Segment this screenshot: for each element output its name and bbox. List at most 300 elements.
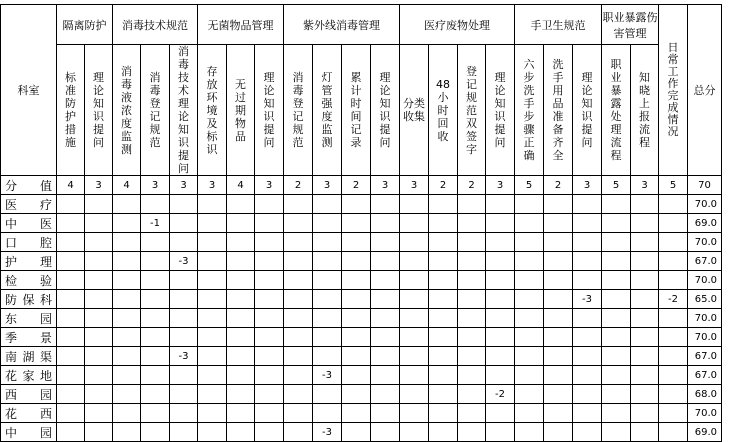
score-cell [659, 214, 688, 233]
group-header: 手卫生规范 [515, 5, 602, 45]
score-cell [113, 404, 141, 423]
score-cell [227, 385, 255, 404]
score-cell: -3 [170, 347, 198, 366]
score-cell [255, 271, 284, 290]
score-cell [602, 404, 631, 423]
score-cell [429, 347, 458, 366]
score-cell [85, 328, 113, 347]
score-cell [400, 252, 429, 271]
total-cell: 70.0 [688, 195, 722, 214]
score-cell [371, 290, 400, 309]
total-header: 总分 [688, 5, 722, 176]
score-cell [659, 404, 688, 423]
sub-header: 分类收集 [400, 45, 429, 176]
score-cell: 3 [255, 176, 284, 195]
score-cell [573, 271, 602, 290]
score-cell [400, 271, 429, 290]
score-cell [544, 366, 573, 385]
score-cell: -3 [313, 366, 342, 385]
score-cell [659, 195, 688, 214]
score-cell [57, 195, 85, 214]
score-cell [486, 290, 515, 309]
score-cell [342, 233, 371, 252]
score-cell [458, 214, 486, 233]
score-cell [85, 233, 113, 252]
score-cell [429, 214, 458, 233]
score-cell [85, 366, 113, 385]
score-cell [57, 404, 85, 423]
score-cell [85, 271, 113, 290]
score-cell [458, 404, 486, 423]
score-cell [400, 309, 429, 328]
score-cell [113, 328, 141, 347]
score-cell [255, 233, 284, 252]
score-cell [544, 404, 573, 423]
score-cell: 3 [170, 176, 198, 195]
group-header: 隔离防护 [57, 5, 113, 45]
score-cell [486, 328, 515, 347]
score-cell [631, 366, 659, 385]
dept-cell: 花西 [1, 404, 57, 423]
dept-cell: 南湖渠 [1, 347, 57, 366]
score-cell: 4 [227, 176, 255, 195]
sub-header: 理论知识提问 [85, 45, 113, 176]
score-cell [515, 214, 544, 233]
dept-header: 科室 [1, 5, 57, 176]
score-cell [141, 423, 170, 442]
score-cell [458, 385, 486, 404]
total-cell: 67.0 [688, 347, 722, 366]
score-cell [631, 252, 659, 271]
score-cell [602, 423, 631, 442]
total-cell: 67.0 [688, 252, 722, 271]
score-cell [458, 290, 486, 309]
score-cell [486, 347, 515, 366]
score-cell [227, 290, 255, 309]
score-cell [631, 423, 659, 442]
group-header: 职业暴露伤害管理 [602, 5, 659, 45]
score-cell [227, 309, 255, 328]
score-cell [57, 271, 85, 290]
score-cell [284, 309, 313, 328]
score-cell [85, 214, 113, 233]
score-cell [284, 195, 313, 214]
score-cell [227, 328, 255, 347]
sub-header: 标准防护措施 [57, 45, 85, 176]
score-cell [486, 271, 515, 290]
score-cell: 3 [573, 176, 602, 195]
score-cell [371, 233, 400, 252]
score-cell [113, 290, 141, 309]
score-cell: -3 [573, 290, 602, 309]
score-cell [458, 233, 486, 252]
score-cell [313, 328, 342, 347]
score-cell [602, 385, 631, 404]
score-cell [284, 252, 313, 271]
total-cell: 70.0 [688, 309, 722, 328]
score-cell [113, 347, 141, 366]
score-cell [198, 366, 227, 385]
score-cell [371, 252, 400, 271]
score-cell [429, 290, 458, 309]
sub-header: 48小时回收 [429, 45, 458, 176]
total-cell: 69.0 [688, 423, 722, 442]
score-cell: 3 [198, 176, 227, 195]
score-cell [170, 366, 198, 385]
score-cell [141, 195, 170, 214]
score-cell [342, 328, 371, 347]
score-cell [486, 252, 515, 271]
score-cell [659, 252, 688, 271]
score-cell [255, 214, 284, 233]
score-cell [573, 233, 602, 252]
score-cell [515, 252, 544, 271]
score-cell [113, 423, 141, 442]
score-cell: -3 [313, 423, 342, 442]
score-cell [573, 385, 602, 404]
score-cell [371, 271, 400, 290]
score-cell [371, 347, 400, 366]
score-cell [85, 252, 113, 271]
score-cell [544, 385, 573, 404]
score-cell [631, 271, 659, 290]
score-cell [631, 214, 659, 233]
score-cell [371, 328, 400, 347]
score-cell [342, 366, 371, 385]
score-cell [198, 328, 227, 347]
score-cell [486, 309, 515, 328]
score-cell [544, 328, 573, 347]
score-cell [429, 328, 458, 347]
score-cell [170, 290, 198, 309]
table-row [1, 252, 722, 271]
score-cell [141, 328, 170, 347]
score-cell [515, 195, 544, 214]
score-cell [602, 271, 631, 290]
table-row [1, 195, 722, 214]
score-cell [57, 347, 85, 366]
score-cell [284, 385, 313, 404]
score-cell [371, 214, 400, 233]
score-cell [400, 328, 429, 347]
score-cell [113, 385, 141, 404]
dept-cell: 西园 [1, 385, 57, 404]
score-cell [313, 252, 342, 271]
dept-cell: 防保科 [1, 290, 57, 309]
total-cell: 70 [688, 176, 722, 195]
score-cell: 2 [458, 176, 486, 195]
sub-header: 消毒液浓度监测 [113, 45, 141, 176]
score-cell [544, 271, 573, 290]
sub-header: 理论知识提问 [573, 45, 602, 176]
score-cell [227, 195, 255, 214]
score-cell [429, 233, 458, 252]
score-cell [85, 195, 113, 214]
score-cell [57, 309, 85, 328]
score-cell [515, 309, 544, 328]
score-cell [57, 385, 85, 404]
score-cell [573, 309, 602, 328]
table-row [1, 404, 722, 423]
table-row [1, 271, 722, 290]
score-cell [284, 271, 313, 290]
score-cell [544, 195, 573, 214]
total-cell: 65.0 [688, 290, 722, 309]
score-cell [85, 385, 113, 404]
score-cell: 5 [602, 176, 631, 195]
score-cell [400, 195, 429, 214]
score-cell [515, 347, 544, 366]
score-cell [255, 423, 284, 442]
score-cell [544, 309, 573, 328]
dept-cell: 检验 [1, 271, 57, 290]
score-cell [573, 366, 602, 385]
dept-cell: 医疗 [1, 195, 57, 214]
score-cell [371, 309, 400, 328]
score-cell [255, 252, 284, 271]
score-cell [141, 385, 170, 404]
score-table [0, 4, 722, 442]
score-cell [400, 290, 429, 309]
score-cell [198, 271, 227, 290]
score-cell [141, 366, 170, 385]
score-cell [458, 423, 486, 442]
score-row [1, 176, 722, 195]
score-cell [631, 309, 659, 328]
sub-header: 理论知识提问 [371, 45, 400, 176]
score-cell [429, 309, 458, 328]
score-cell [602, 309, 631, 328]
dept-cell: 分值 [1, 176, 57, 195]
score-cell [659, 423, 688, 442]
dept-cell: 中园 [1, 423, 57, 442]
score-cell [659, 271, 688, 290]
sub-header: 消毒登记规范 [284, 45, 313, 176]
score-cell [342, 423, 371, 442]
dept-cell: 口腔 [1, 233, 57, 252]
score-cell: 2 [429, 176, 458, 195]
score-cell: 3 [141, 176, 170, 195]
sub-header: 洗手用品准备齐全 [544, 45, 573, 176]
sub-header: 消毒技术理论知识提问 [170, 45, 198, 176]
score-cell [198, 347, 227, 366]
score-cell [227, 404, 255, 423]
table-row [1, 309, 722, 328]
score-cell [227, 271, 255, 290]
score-cell [57, 366, 85, 385]
total-cell: 70.0 [688, 404, 722, 423]
score-cell [458, 309, 486, 328]
score-cell [227, 347, 255, 366]
table-row [1, 233, 722, 252]
score-cell [400, 385, 429, 404]
score-cell [170, 214, 198, 233]
score-cell [458, 195, 486, 214]
score-cell [113, 366, 141, 385]
score-cell: 3 [313, 176, 342, 195]
score-cell [113, 233, 141, 252]
score-cell [602, 366, 631, 385]
score-cell [573, 195, 602, 214]
score-cell [429, 385, 458, 404]
score-cell [602, 233, 631, 252]
score-cell [313, 233, 342, 252]
score-cell [429, 366, 458, 385]
score-cell [141, 290, 170, 309]
table-row [1, 347, 722, 366]
score-cell [284, 328, 313, 347]
score-cell: 3 [400, 176, 429, 195]
score-cell [371, 366, 400, 385]
score-cell [57, 233, 85, 252]
score-cell [227, 233, 255, 252]
sub-header: 消毒登记规范 [141, 45, 170, 176]
score-cell [342, 252, 371, 271]
dept-cell: 季景 [1, 328, 57, 347]
score-cell [342, 195, 371, 214]
score-cell [602, 347, 631, 366]
sub-header: 存放环境及标识 [198, 45, 227, 176]
score-cell [429, 423, 458, 442]
score-cell [255, 290, 284, 309]
score-cell [371, 404, 400, 423]
score-cell [313, 347, 342, 366]
score-cell [458, 366, 486, 385]
group-header: 消毒技术规范 [113, 5, 198, 45]
score-cell [113, 195, 141, 214]
sub-header: 职业暴露处理流程 [602, 45, 631, 176]
score-cell [342, 404, 371, 423]
score-cell [227, 214, 255, 233]
score-cell [573, 214, 602, 233]
score-cell [342, 347, 371, 366]
score-cell [227, 252, 255, 271]
score-cell [255, 366, 284, 385]
daily-header: 日常工作完成情况 [659, 5, 688, 176]
score-cell [284, 233, 313, 252]
score-cell [170, 195, 198, 214]
score-cell [631, 328, 659, 347]
score-cell [602, 290, 631, 309]
group-header: 紫外线消毒管理 [284, 5, 400, 45]
score-cell [400, 404, 429, 423]
total-cell: 70.0 [688, 328, 722, 347]
score-cell [198, 233, 227, 252]
score-cell [57, 290, 85, 309]
group-header-row [1, 5, 722, 45]
score-cell [313, 214, 342, 233]
score-cell [255, 404, 284, 423]
dept-cell: 护理 [1, 252, 57, 271]
score-cell [602, 214, 631, 233]
score-cell [141, 252, 170, 271]
score-cell [170, 233, 198, 252]
score-cell: 3 [631, 176, 659, 195]
score-cell: 3 [486, 176, 515, 195]
score-cell [573, 252, 602, 271]
sub-header: 理论知识提问 [486, 45, 515, 176]
score-cell: 4 [113, 176, 141, 195]
score-cell: -1 [141, 214, 170, 233]
score-cell [342, 309, 371, 328]
score-cell [85, 309, 113, 328]
score-cell [371, 195, 400, 214]
score-cell [57, 423, 85, 442]
score-cell [486, 423, 515, 442]
score-cell [113, 309, 141, 328]
score-cell [486, 195, 515, 214]
score-cell [313, 309, 342, 328]
total-cell: 67.0 [688, 366, 722, 385]
score-cell [141, 404, 170, 423]
score-cell [113, 214, 141, 233]
score-cell [255, 347, 284, 366]
sub-header: 累计时间记录 [342, 45, 371, 176]
score-cell [515, 423, 544, 442]
score-cell [544, 214, 573, 233]
score-cell [631, 385, 659, 404]
score-cell [602, 195, 631, 214]
score-cell [631, 347, 659, 366]
table-row [1, 214, 722, 233]
score-cell [255, 195, 284, 214]
score-cell [400, 366, 429, 385]
score-cell [141, 271, 170, 290]
score-cell [342, 214, 371, 233]
score-cell [602, 328, 631, 347]
score-cell [85, 347, 113, 366]
score-cell [198, 252, 227, 271]
dept-cell: 花家地 [1, 366, 57, 385]
score-cell [631, 195, 659, 214]
score-cell [141, 347, 170, 366]
score-cell [284, 290, 313, 309]
score-cell [458, 271, 486, 290]
score-cell [255, 385, 284, 404]
score-cell [313, 271, 342, 290]
score-cell [227, 366, 255, 385]
score-cell: 2 [544, 176, 573, 195]
total-cell: 69.0 [688, 214, 722, 233]
score-cell [544, 233, 573, 252]
score-cell [458, 347, 486, 366]
score-cell [227, 423, 255, 442]
sub-header: 知晓上报流程 [631, 45, 659, 176]
score-cell [573, 404, 602, 423]
score-cell: 3 [85, 176, 113, 195]
score-cell [284, 366, 313, 385]
score-cell [659, 347, 688, 366]
score-cell [515, 233, 544, 252]
score-cell [544, 347, 573, 366]
score-cell: -3 [170, 252, 198, 271]
score-cell: -2 [486, 385, 515, 404]
total-cell: 70.0 [688, 271, 722, 290]
score-cell [515, 290, 544, 309]
score-cell [631, 404, 659, 423]
table-row [1, 290, 722, 309]
score-cell [659, 385, 688, 404]
score-cell [515, 404, 544, 423]
score-cell: 2 [284, 176, 313, 195]
score-cell [544, 423, 573, 442]
score-cell [544, 252, 573, 271]
score-cell [284, 423, 313, 442]
sub-header-row [1, 45, 722, 176]
total-cell: 68.0 [688, 385, 722, 404]
score-cell [198, 404, 227, 423]
score-cell [486, 233, 515, 252]
